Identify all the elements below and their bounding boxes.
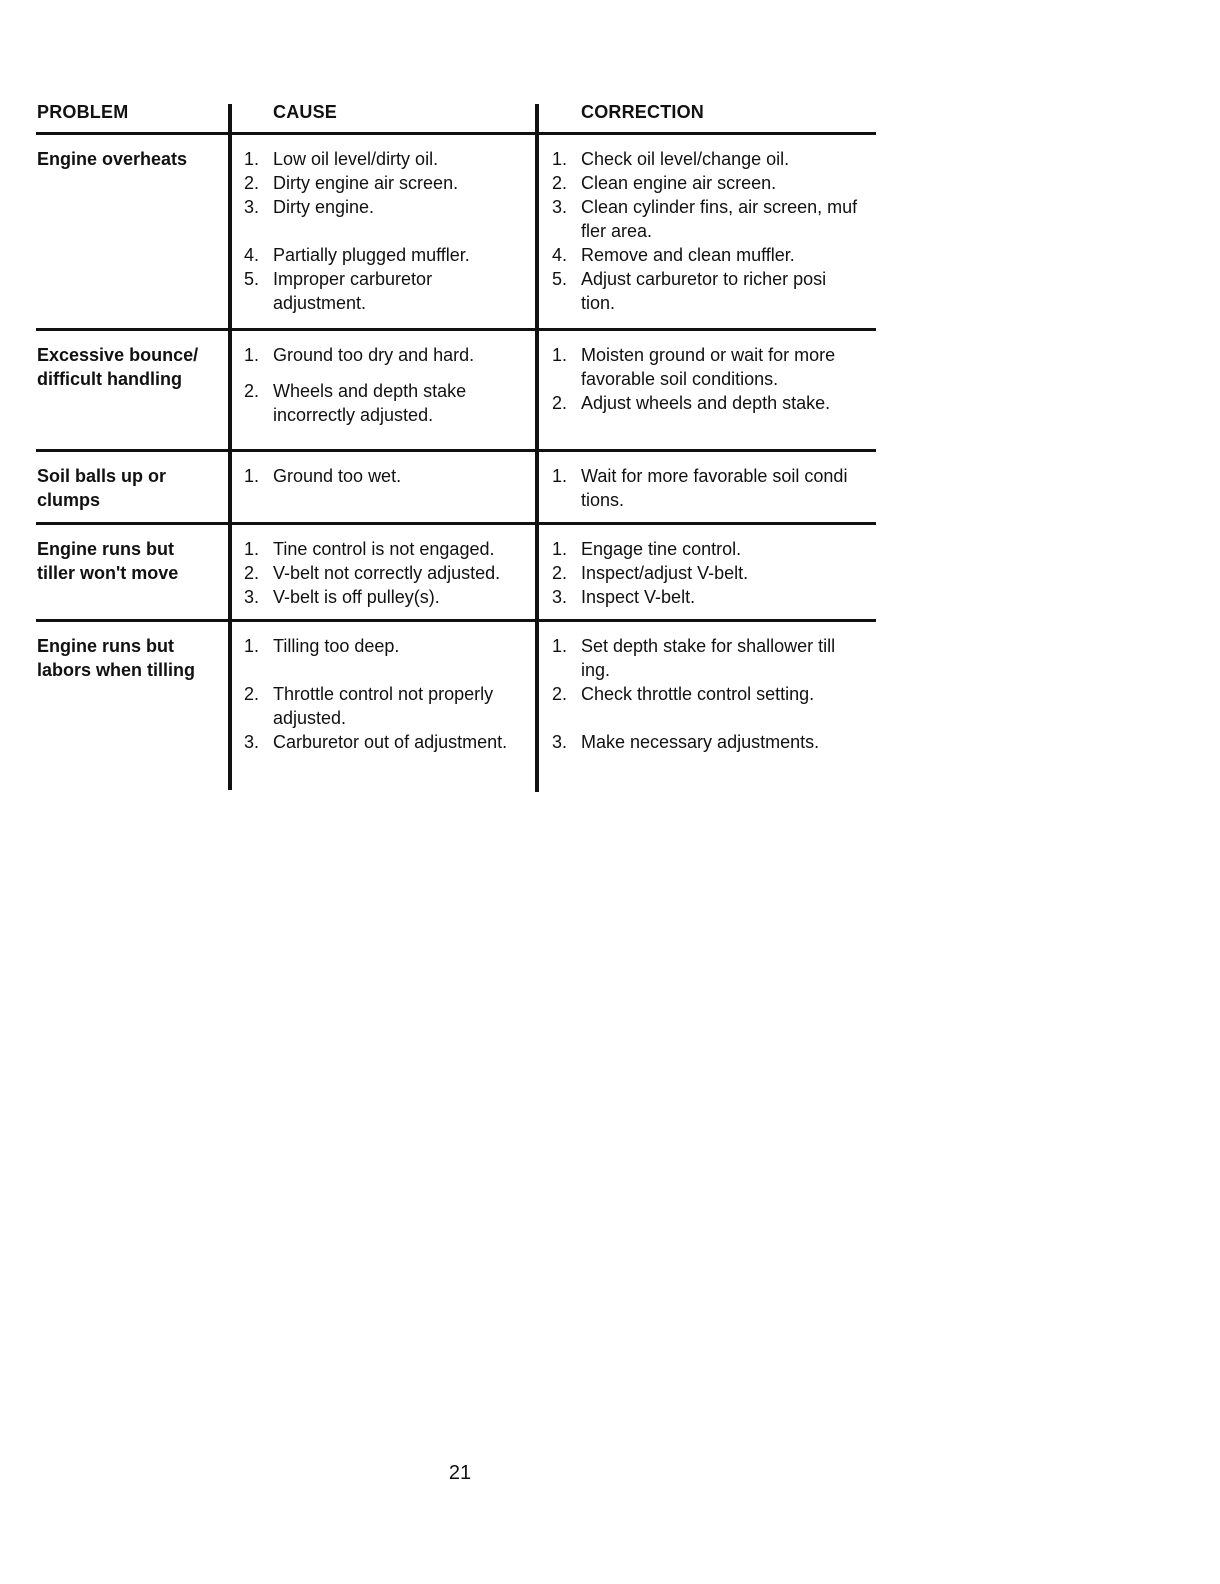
problem-cell: Engine overheats (37, 149, 188, 169)
item-text: V-belt not correctly adjusted. (273, 563, 501, 583)
cause-list (244, 452, 534, 488)
item-text: Partially plugged muffler. (273, 245, 470, 265)
item-text: Adjust carburetor to richer posi tion. (581, 269, 827, 313)
item-text: Make necessary adjustments. (581, 732, 820, 752)
item-number: 3. (244, 732, 260, 752)
cause-item (244, 147, 534, 171)
item-text: Dirty engine air screen. (273, 173, 459, 193)
item-text: Dirty engine. (273, 197, 375, 217)
correction-item (552, 267, 841, 315)
correction-item (552, 195, 876, 243)
correction-item (552, 243, 876, 267)
item-number: 3. (244, 587, 260, 607)
correction-list (552, 135, 876, 315)
cause-list (244, 135, 534, 315)
problem-cell: Excessive bounce/ difficult handling (37, 345, 199, 389)
item-text: Low oil level/dirty oil. (273, 149, 439, 169)
item-text: Set depth stake for shallower till ing. (581, 636, 836, 680)
cause-item (244, 585, 534, 609)
item-number: 1. (552, 149, 568, 169)
item-text: V-belt is off pulley(s). (273, 587, 440, 607)
item-number: 1. (552, 539, 568, 559)
item-number: 1. (244, 345, 260, 365)
item-number: 3. (552, 587, 568, 607)
item-text: Tine control is not engaged. (273, 539, 495, 559)
item-number: 2. (552, 173, 568, 193)
correction-item (552, 585, 876, 609)
cause-item (244, 243, 534, 267)
correction-item (552, 682, 876, 730)
item-number: 1. (244, 636, 260, 656)
correction-list (552, 331, 876, 415)
correction-item (552, 561, 876, 585)
item-number: 3. (244, 197, 260, 217)
cause-item (244, 682, 518, 730)
item-text: Carburetor out of adjustment. (273, 732, 508, 752)
item-number: 1. (244, 466, 260, 486)
cause-item (244, 730, 534, 754)
cause-item (244, 464, 534, 488)
item-text: Clean engine air screen. (581, 173, 777, 193)
item-number: 1. (552, 466, 568, 486)
page-number: 21 (448, 1462, 472, 1484)
correction-item (552, 147, 876, 171)
problem-cell: Engine runs but labors when tilling (37, 636, 196, 680)
item-number: 2. (244, 684, 260, 704)
cause-item (244, 537, 534, 561)
cause-item (244, 379, 488, 427)
item-text: Ground too wet. (273, 466, 402, 486)
item-number: 4. (244, 245, 260, 265)
item-number: 5. (244, 269, 260, 289)
item-text: Wheels and depth stake incorrectly adjusted. (273, 381, 467, 425)
item-text: Improper carburetor adjustment. (273, 269, 433, 313)
correction-item (552, 537, 876, 561)
correction-item (552, 464, 876, 512)
item-text: Ground too dry and hard. (273, 345, 475, 365)
item-number: 5. (552, 269, 568, 289)
correction-item (552, 343, 876, 391)
correction-list (552, 525, 876, 609)
item-text: Moisten ground or wait for more favorable soil conditions. (581, 345, 836, 389)
item-number: 1. (244, 149, 260, 169)
troubleshooting-table (36, 96, 876, 792)
table-row (36, 452, 876, 525)
correction-list (552, 452, 876, 512)
table-header (36, 96, 876, 135)
cause-item (244, 195, 534, 243)
table-row (36, 331, 876, 452)
item-text: Engage tine control. (581, 539, 742, 559)
item-text: Clean cylinder fins, air screen, muf fler area. (581, 197, 858, 241)
item-text: Remove and clean muffler. (581, 245, 795, 265)
correction-list (552, 622, 876, 754)
correction-item (552, 391, 876, 415)
item-text: Adjust wheels and depth stake. (581, 393, 831, 413)
item-number: 1. (552, 636, 568, 656)
item-text: Tilling too deep. (273, 636, 400, 656)
cause-item (244, 634, 534, 682)
item-number: 2. (552, 563, 568, 583)
item-number: 2. (552, 393, 568, 413)
item-number: 3. (552, 197, 568, 217)
item-number: 2. (244, 381, 260, 401)
problem-cell: Soil balls up or clumps (37, 466, 167, 510)
cause-item (244, 171, 534, 195)
item-number: 1. (552, 345, 568, 365)
cause-list (244, 331, 534, 427)
header-problem: PROBLEM (37, 102, 129, 122)
header-correction: CORRECTION (581, 102, 704, 122)
header-cause: CAUSE (273, 102, 338, 122)
item-number: 1. (244, 539, 260, 559)
item-text: Throttle control not properly adjusted. (273, 684, 494, 728)
cause-item (244, 343, 534, 379)
item-number: 2. (244, 563, 260, 583)
item-number: 2. (552, 684, 568, 704)
correction-item (552, 171, 876, 195)
item-text: Wait for more favorable soil condi tions. (581, 466, 848, 510)
item-text: Check throttle control setting. (581, 684, 815, 704)
correction-item (552, 730, 876, 754)
item-number: 4. (552, 245, 568, 265)
table-row (36, 135, 876, 331)
cause-list (244, 525, 534, 609)
cause-list (244, 622, 534, 754)
item-text: Inspect/adjust V-belt. (581, 563, 749, 583)
item-number: 3. (552, 732, 568, 752)
problem-cell: Engine runs but tiller won't move (37, 539, 179, 583)
item-text: Check oil level/change oil. (581, 149, 790, 169)
cause-item (244, 561, 534, 585)
table-row (36, 525, 876, 622)
item-text: Inspect V-belt. (581, 587, 696, 607)
cause-item (244, 267, 473, 315)
table-row (36, 622, 876, 792)
item-number: 2. (244, 173, 260, 193)
correction-item (552, 634, 851, 682)
